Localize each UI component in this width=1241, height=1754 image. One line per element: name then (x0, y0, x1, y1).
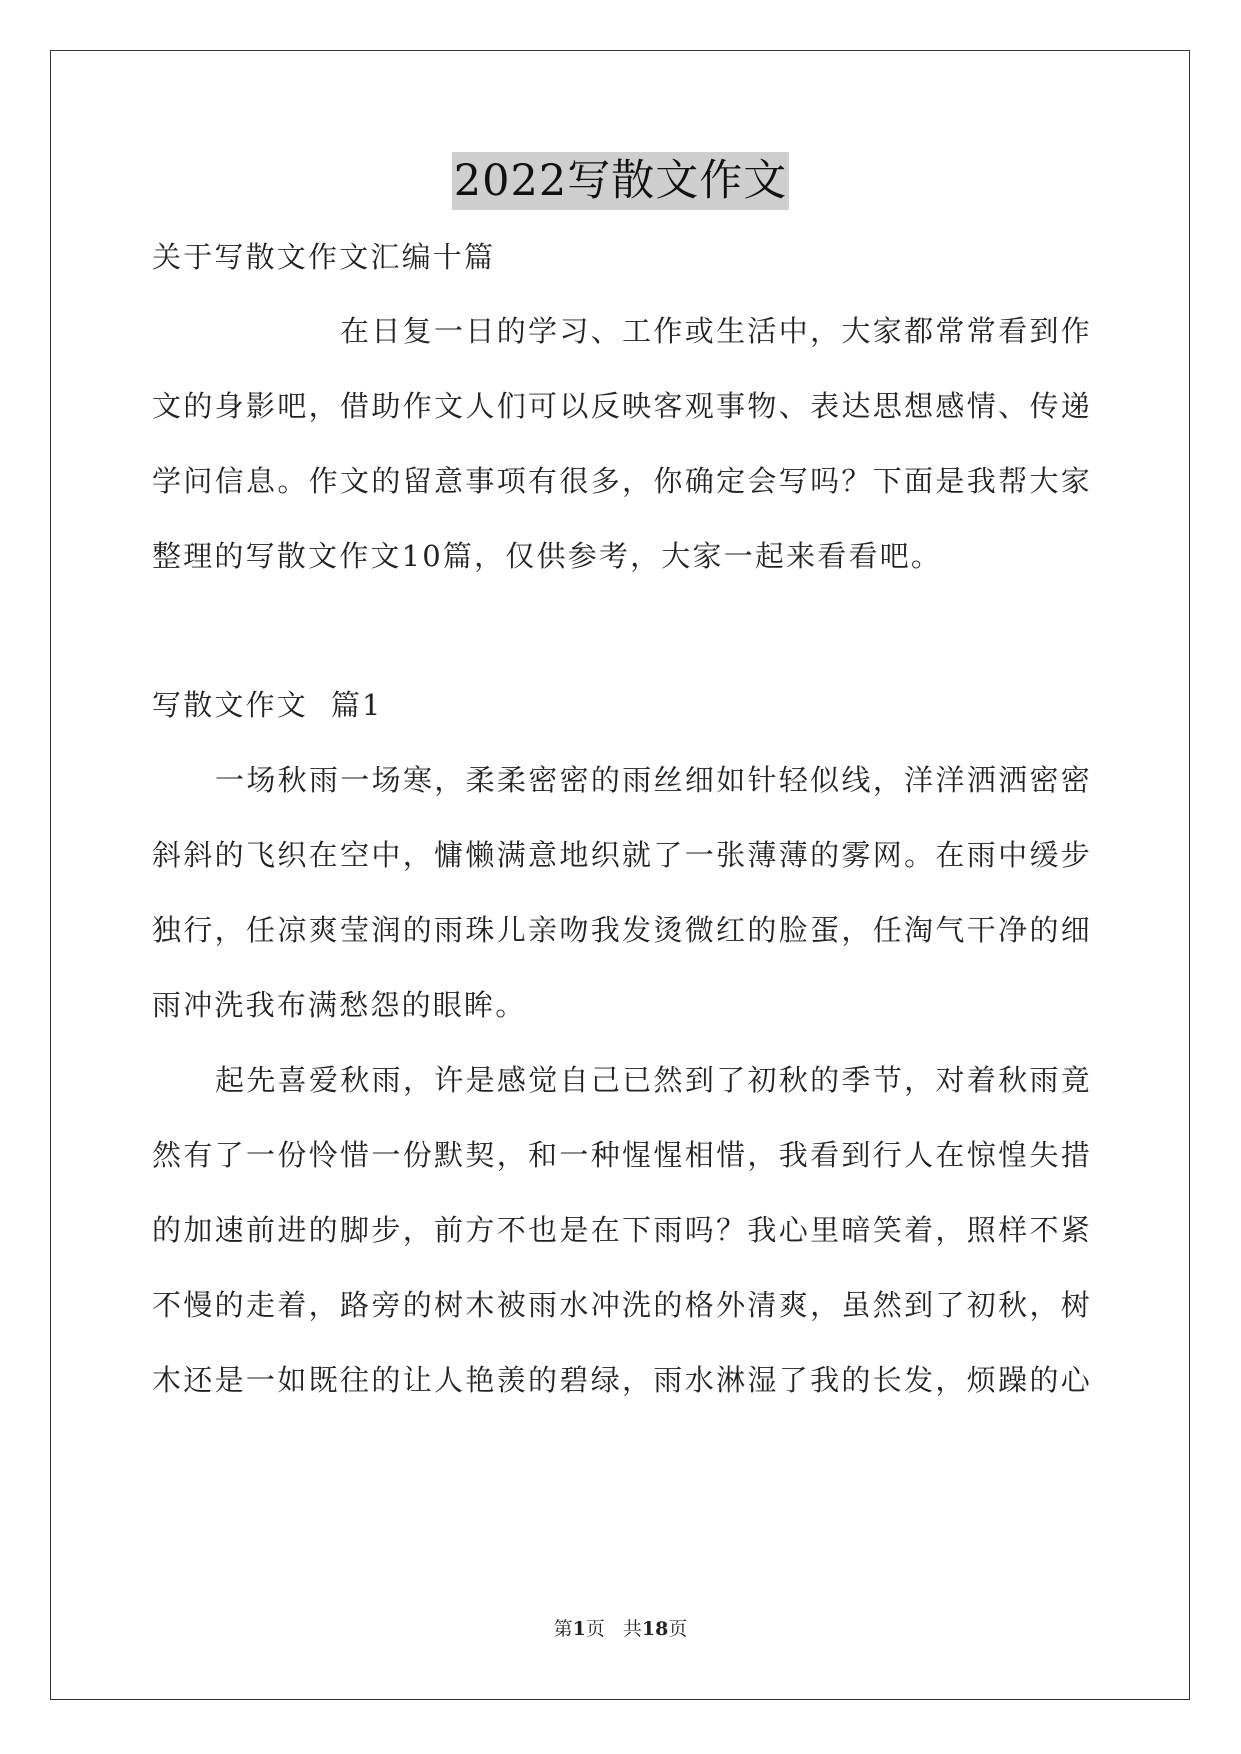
paragraph2-line-3: 的加速前进的脚步，前方不也是在下雨吗？我心里暗笑着，照样不紧 (152, 1213, 1092, 1247)
document-subtitle: 关于写散文作文汇编十篇 (152, 240, 496, 274)
paragraph2-line-1: 起先喜爱秋雨，许是感觉自己已然到了初秋的季节，对着秋雨竟 (215, 1063, 1092, 1097)
footer-total-prefix: 共 (622, 1618, 642, 1640)
page-footer (0, 1614, 1241, 1641)
paragraph2-line-5: 木还是一如既往的让人艳羡的碧绿，雨水淋湿了我的长发，烦躁的心 (152, 1363, 1092, 1397)
footer-page-suffix: 页 (585, 1618, 605, 1640)
paragraph1-line-1: 一场秋雨一场寒，柔柔密密的雨丝细如针轻似线，洋洋洒洒密密 (215, 763, 1092, 797)
paragraph2-line-2: 然有了一份怜惜一份默契，和一种惺惺相惜，我看到行人在惊惶失措 (152, 1138, 1092, 1172)
intro-line-3: 学问信息。作文的留意事项有很多，你确定会写吗？下面是我帮大家 (152, 464, 1092, 498)
footer-total-pages: 18 (641, 1618, 669, 1640)
intro-line-4: 整理的写散文作文10篇，仅供参考，大家一起来看看吧。 (152, 539, 943, 573)
page-border (50, 50, 1190, 1700)
intro-line-2: 文的身影吧，借助作文人们可以反映客观事物、表达思想感情、传递 (152, 389, 1092, 423)
intro-line-1: 在日复一日的学习、工作或生活中，大家都常常看到作 (340, 314, 1092, 348)
title-container (0, 152, 1241, 210)
document-title: 2022写散文作文 (452, 152, 789, 210)
footer-total-suffix: 页 (668, 1618, 688, 1640)
paragraph1-line-4: 雨冲洗我布满愁怨的眼眸。 (152, 988, 527, 1022)
section-heading: 写散文作文 篇1 (152, 688, 383, 722)
paragraph1-line-3: 独行，任凉爽莹润的雨珠儿亲吻我发烫微红的脸蛋，任淘气干净的细 (152, 913, 1092, 947)
footer-prefix: 第 (553, 1618, 573, 1640)
paragraph1-line-2: 斜斜的飞织在空中，慵懒满意地织就了一张薄薄的雾网。在雨中缓步 (152, 838, 1092, 872)
paragraph2-line-4: 不慢的走着，路旁的树木被雨水冲洗的格外清爽，虽然到了初秋，树 (152, 1288, 1092, 1322)
footer-page-number: 1 (572, 1618, 586, 1640)
